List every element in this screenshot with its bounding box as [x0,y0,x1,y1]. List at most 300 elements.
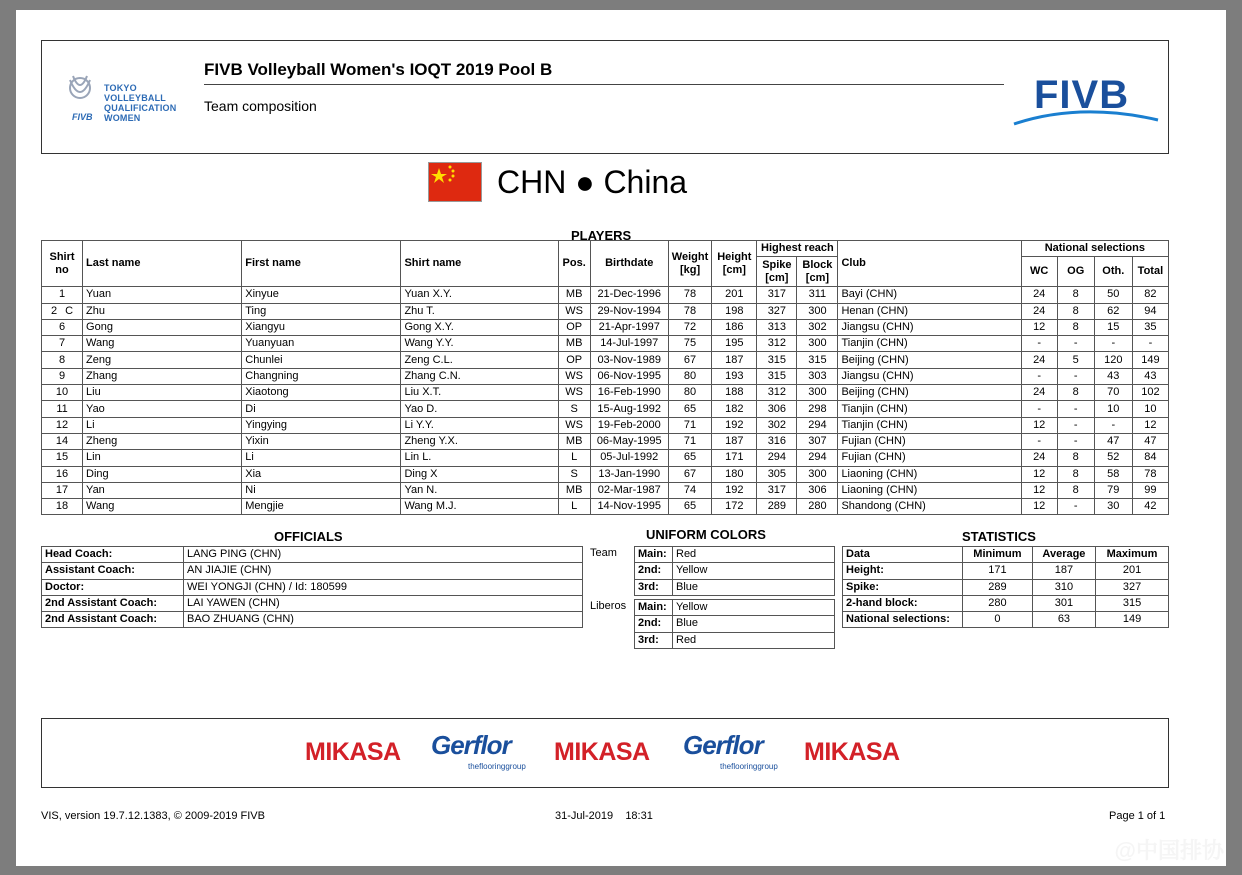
spike-cell: 305 [757,466,797,482]
shirt-no-cell: 16 [42,466,83,482]
block-cell: 315 [797,352,838,368]
og-cell: 8 [1057,385,1094,401]
spike-cell: 313 [757,319,797,335]
pos-cell: WS [558,417,590,433]
col-national-selections: National selections [1021,241,1168,257]
shirt-no-cell: 10 [42,385,83,401]
shirt-name-cell: Li Y.Y. [401,417,558,433]
shirt-name-cell: Wang Y.Y. [401,336,558,352]
table-row [42,450,1169,466]
height-cell: 188 [712,385,757,401]
stats-avg: 301 [1032,595,1095,611]
footer-version: VIS, version 19.7.12.1383, © 2009-2019 FIVB [41,810,265,822]
block-cell: 280 [797,499,838,515]
uniform-color: Blue [673,579,835,595]
wc-cell: - [1021,336,1057,352]
pos-cell: MB [558,336,590,352]
shirt-name-cell: Zheng Y.X. [401,433,558,449]
official-role: Doctor: [42,579,184,595]
stats-avg: 310 [1032,579,1095,595]
weight-cell: 80 [668,385,712,401]
og-cell: 8 [1057,482,1094,498]
uniform-row [635,563,835,579]
pos-cell: WS [558,368,590,384]
col-wc: WC [1021,257,1057,287]
block-cell: 300 [797,385,838,401]
block-cell: 294 [797,450,838,466]
stats-row [843,563,1169,579]
block-cell: 300 [797,466,838,482]
weight-cell: 72 [668,319,712,335]
shirt-no-cell: 1 [42,287,83,303]
shirt-no-cell: 7 [42,336,83,352]
og-cell: 8 [1057,319,1094,335]
last-name-cell: Zheng [83,433,242,449]
table-row [42,303,1169,319]
col-birthdate: Birthdate [590,241,668,287]
footer-datetime: 31-Jul-2019 18:31 [555,810,653,822]
first-name-cell: Yixin [242,433,401,449]
table-row [42,368,1169,384]
uniform-row [635,632,835,648]
weight-cell: 78 [668,287,712,303]
weight-cell: 71 [668,417,712,433]
block-cell: 306 [797,482,838,498]
club-cell: Jiangsu (CHN) [838,319,1021,335]
shirt-no-cell: 12 [42,417,83,433]
uniform-color: Blue [673,616,835,632]
first-name-cell: Yuanyuan [242,336,401,352]
official-row [42,579,583,595]
last-name-cell: Liu [83,385,242,401]
uniform-color: Yellow [673,563,835,579]
shirt-no-cell: 15 [42,450,83,466]
birthdate-cell: 19-Feb-2000 [590,417,668,433]
col-height: Height [cm] [712,241,757,287]
uniform-liberos-table [634,599,835,649]
footer-page: Page 1 of 1 [1109,810,1166,822]
table-row [42,336,1169,352]
spike-cell: 312 [757,336,797,352]
players-table [41,240,1169,515]
uniform-liberos-label: Liberos [590,600,627,612]
birthdate-cell: 14-Nov-1995 [590,499,668,515]
first-name-cell: Chunlei [242,352,401,368]
players-section-title: PLAYERS [571,228,632,243]
pos-cell: L [558,450,590,466]
weight-cell: 67 [668,466,712,482]
gerflor-tagline: theflooringgroup [720,762,778,771]
uniform-color: Yellow [673,600,835,616]
header-box [41,40,1169,154]
height-cell: 187 [712,352,757,368]
height-cell: 192 [712,482,757,498]
club-cell: Beijing (CHN) [838,385,1021,401]
birthdate-cell: 03-Nov-1989 [590,352,668,368]
spike-cell: 317 [757,482,797,498]
spike-cell: 306 [757,401,797,417]
block-cell: 300 [797,336,838,352]
block-cell: 303 [797,368,838,384]
shirt-name-cell: Liu X.T. [401,385,558,401]
shirt-name-cell: Yan N. [401,482,558,498]
table-row [42,433,1169,449]
pos-cell: WS [558,385,590,401]
birthdate-cell: 13-Jan-1990 [590,466,668,482]
first-name-cell: Xiangyu [242,319,401,335]
spike-cell: 302 [757,417,797,433]
official-name: BAO ZHUANG (CHN) [184,612,583,628]
gerflor-logo: Gerflor [431,730,511,760]
stats-label: 2-hand block: [843,595,963,611]
fivb-logo-text: FIVB [1034,73,1130,117]
last-name-cell: Gong [83,319,242,335]
birthdate-cell: 14-Jul-1997 [590,336,668,352]
shirt-name-cell: Lin L. [401,450,558,466]
last-name-cell: Yuan [83,287,242,303]
col-club: Club [838,241,1021,287]
weight-cell: 65 [668,499,712,515]
height-cell: 187 [712,433,757,449]
height-cell: 198 [712,303,757,319]
first-name-cell: Di [242,401,401,417]
shirt-name-cell: Gong X.Y. [401,319,558,335]
total-cell: 84 [1132,450,1168,466]
oth-cell: 10 [1094,401,1132,417]
block-cell: 294 [797,417,838,433]
weight-cell: 78 [668,303,712,319]
gerflor-tagline: theflooringgroup [468,762,526,771]
weight-cell: 75 [668,336,712,352]
oth-cell: 47 [1094,433,1132,449]
wc-cell: 24 [1021,303,1057,319]
birthdate-cell: 21-Apr-1997 [590,319,668,335]
height-cell: 192 [712,417,757,433]
shirt-name-cell: Yao D. [401,401,558,417]
col-first-name: First name [242,241,401,287]
table-row [42,417,1169,433]
block-cell: 300 [797,303,838,319]
block-cell: 298 [797,401,838,417]
uniform-key: 3rd: [635,579,673,595]
birthdate-cell: 29-Nov-1994 [590,303,668,319]
wc-cell: 24 [1021,287,1057,303]
oth-cell: - [1094,336,1132,352]
uniform-section-title: UNIFORM COLORS [646,527,766,542]
og-cell: - [1057,417,1094,433]
birthdate-cell: 02-Mar-1987 [590,482,668,498]
oth-cell: 30 [1094,499,1132,515]
weight-cell: 74 [668,482,712,498]
uniform-row [635,600,835,616]
total-cell: 149 [1132,352,1168,368]
wc-cell: - [1021,368,1057,384]
uniform-key: Main: [635,547,673,563]
shirt-name-cell: Zeng C.L. [401,352,558,368]
uniform-row [635,616,835,632]
last-name-cell: Wang [83,336,242,352]
birthdate-cell: 06-Nov-1995 [590,368,668,384]
mikasa-logo: MIKASA [804,738,900,766]
uniform-team-table [634,546,835,596]
first-name-cell: Ni [242,482,401,498]
table-row [42,466,1169,482]
col-spike: Spike [cm] [757,257,797,287]
total-cell: 94 [1132,303,1168,319]
table-row [42,385,1169,401]
official-name: AN JIAJIE (CHN) [184,563,583,579]
mikasa-logo: MIKASA [554,738,650,766]
uniform-key: Main: [635,600,673,616]
pos-cell: L [558,499,590,515]
uniform-team-label: Team [590,547,617,559]
fivb-logo [1010,68,1160,128]
stats-max: 149 [1096,612,1169,628]
og-cell: 8 [1057,303,1094,319]
pos-cell: MB [558,287,590,303]
stats-min: 171 [963,563,1033,579]
wc-cell: - [1021,433,1057,449]
last-name-cell: Zhu [83,303,242,319]
club-cell: Beijing (CHN) [838,352,1021,368]
birthdate-cell: 16-Feb-1990 [590,385,668,401]
stats-avg: 187 [1032,563,1095,579]
pos-cell: OP [558,319,590,335]
table-row [42,352,1169,368]
height-cell: 180 [712,466,757,482]
gerflor-logo: Gerflor [683,730,763,760]
height-cell: 172 [712,499,757,515]
stats-col-max: Maximum [1096,547,1169,563]
club-cell: Liaoning (CHN) [838,466,1021,482]
official-name: LAI YAWEN (CHN) [184,595,583,611]
first-name-cell: Changning [242,368,401,384]
shirt-no-cell: 17 [42,482,83,498]
stats-avg: 63 [1032,612,1095,628]
og-cell: 5 [1057,352,1094,368]
mikasa-logo: MIKASA [305,738,401,766]
oth-cell: 52 [1094,450,1132,466]
country-title: CHN ● China [497,164,688,200]
birthdate-cell: 21-Dec-1996 [590,287,668,303]
block-cell: 311 [797,287,838,303]
stats-min: 289 [963,579,1033,595]
stats-col-avg: Average [1032,547,1095,563]
oth-cell: 50 [1094,287,1132,303]
wc-cell: 12 [1021,499,1057,515]
spike-cell: 317 [757,287,797,303]
stats-col-min: Minimum [963,547,1033,563]
wc-cell: 24 [1021,450,1057,466]
spike-cell: 289 [757,499,797,515]
spike-cell: 327 [757,303,797,319]
club-cell: Tianjin (CHN) [838,417,1021,433]
og-cell: 8 [1057,287,1094,303]
shirt-name-cell: Yuan X.Y. [401,287,558,303]
wc-cell: 12 [1021,319,1057,335]
official-role: Head Coach: [42,547,184,563]
pos-cell: S [558,466,590,482]
shirt-no-cell: 8 [42,352,83,368]
height-cell: 201 [712,287,757,303]
club-cell: Bayi (CHN) [838,287,1021,303]
weight-cell: 80 [668,368,712,384]
col-shirt-no: Shirt no [42,241,83,287]
page-subtitle: Team composition [204,98,317,114]
height-cell: 195 [712,336,757,352]
col-block: Block [cm] [797,257,838,287]
first-name-cell: Xiaotong [242,385,401,401]
official-role: Assistant Coach: [42,563,184,579]
table-row [42,482,1169,498]
og-cell: - [1057,368,1094,384]
stats-row [843,595,1169,611]
club-cell: Tianjin (CHN) [838,336,1021,352]
oth-cell: 58 [1094,466,1132,482]
height-cell: 186 [712,319,757,335]
last-name-cell: Ding [83,466,242,482]
uniform-color: Red [673,547,835,563]
stats-row [843,579,1169,595]
spike-cell: 315 [757,368,797,384]
uniform-row [635,579,835,595]
uniform-key: 2nd: [635,563,673,579]
last-name-cell: Li [83,417,242,433]
og-cell: - [1057,433,1094,449]
total-cell: 99 [1132,482,1168,498]
shirt-no-cell: 9 [42,368,83,384]
pos-cell: MB [558,482,590,498]
official-role: 2nd Assistant Coach: [42,595,184,611]
statistics-section-title: STATISTICS [962,529,1036,544]
shirt-name-cell: Wang M.J. [401,499,558,515]
official-row [42,595,583,611]
club-cell: Jiangsu (CHN) [838,368,1021,384]
officials-table [41,546,583,628]
stats-max: 201 [1096,563,1169,579]
title-divider [204,84,1004,85]
shirt-name-cell: Zhu T. [401,303,558,319]
logo-fivb-small: FIVB [72,112,93,122]
official-row [42,547,583,563]
club-cell: Fujian (CHN) [838,433,1021,449]
og-cell: - [1057,499,1094,515]
china-flag-icon [428,162,482,202]
first-name-cell: Li [242,450,401,466]
table-row [42,401,1169,417]
weight-cell: 67 [668,352,712,368]
block-cell: 302 [797,319,838,335]
weight-cell: 71 [668,433,712,449]
club-cell: Shandong (CHN) [838,499,1021,515]
shirt-no-cell: 18 [42,499,83,515]
col-total: Total [1132,257,1168,287]
uniform-row [635,547,835,563]
stats-min: 0 [963,612,1033,628]
pos-cell: MB [558,433,590,449]
oth-cell: 15 [1094,319,1132,335]
club-cell: Henan (CHN) [838,303,1021,319]
last-name-cell: Zhang [83,368,242,384]
stats-label: Spike: [843,579,963,595]
col-og: OG [1057,257,1094,287]
block-cell: 307 [797,433,838,449]
first-name-cell: Xinyue [242,287,401,303]
shirt-no-cell: 11 [42,401,83,417]
stats-row [843,612,1169,628]
total-cell: 47 [1132,433,1168,449]
last-name-cell: Lin [83,450,242,466]
oth-cell: 62 [1094,303,1132,319]
shirt-name-cell: Zhang C.N. [401,368,558,384]
spike-cell: 312 [757,385,797,401]
total-cell: 102 [1132,385,1168,401]
first-name-cell: Yingying [242,417,401,433]
table-row [42,287,1169,303]
pos-cell: WS [558,303,590,319]
club-cell: Tianjin (CHN) [838,401,1021,417]
shirt-no-cell: 14 [42,433,83,449]
pos-cell: S [558,401,590,417]
oth-cell: - [1094,417,1132,433]
page-title: FIVB Volleyball Women's IOQT 2019 Pool B [204,60,553,79]
table-row [42,499,1169,515]
wc-cell: 24 [1021,352,1057,368]
col-pos: Pos. [558,241,590,287]
last-name-cell: Zeng [83,352,242,368]
pos-cell: OP [558,352,590,368]
og-cell: - [1057,401,1094,417]
shirt-no-cell [42,303,83,319]
col-oth: Oth. [1094,257,1132,287]
og-cell: 8 [1057,466,1094,482]
shirt-no: 2 [50,304,58,317]
weight-cell: 65 [668,450,712,466]
wc-cell: 12 [1021,482,1057,498]
spike-cell: 316 [757,433,797,449]
official-row [42,563,583,579]
oth-cell: 70 [1094,385,1132,401]
uniform-key: 2nd: [635,616,673,632]
stats-min: 280 [963,595,1033,611]
wc-cell: - [1021,401,1057,417]
wc-cell: 12 [1021,466,1057,482]
stats-label: Height: [843,563,963,579]
club-cell: Liaoning (CHN) [838,482,1021,498]
uniform-key: 3rd: [635,632,673,648]
total-cell: 12 [1132,417,1168,433]
oth-cell: 43 [1094,368,1132,384]
weight-cell: 65 [668,401,712,417]
height-cell: 193 [712,368,757,384]
total-cell: 82 [1132,287,1168,303]
height-cell: 182 [712,401,757,417]
oth-cell: 120 [1094,352,1132,368]
watermark: @中国排协 [1114,838,1224,863]
last-name-cell: Yao [83,401,242,417]
col-shirt-name: Shirt name [401,241,558,287]
total-cell: 10 [1132,401,1168,417]
stats-label: National selections: [843,612,963,628]
og-cell: 8 [1057,450,1094,466]
og-cell: - [1057,336,1094,352]
first-name-cell: Mengjie [242,499,401,515]
col-highest-reach: Highest reach [757,241,838,257]
shirt-no-cell: 6 [42,319,83,335]
last-name-cell: Yan [83,482,242,498]
spike-cell: 294 [757,450,797,466]
official-row [42,612,583,628]
